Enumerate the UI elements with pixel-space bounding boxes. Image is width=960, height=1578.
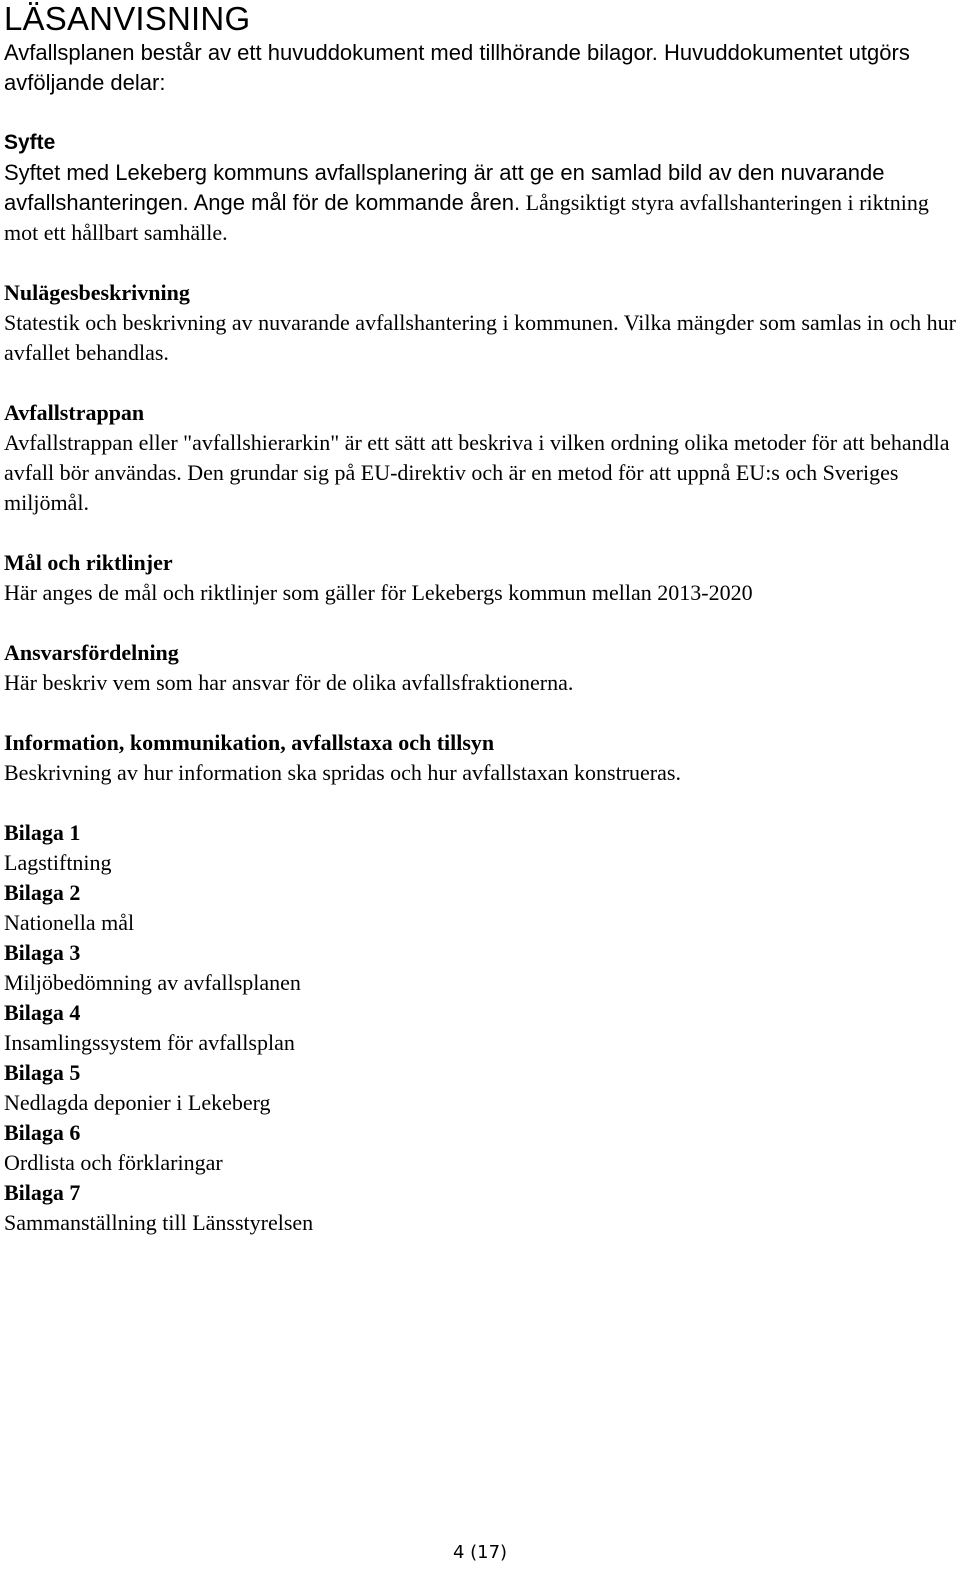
document-page <box>4 0 956 1238</box>
section-mal-och-riktlinjer <box>4 548 956 608</box>
bilaga-label: Bilaga 1 <box>4 820 81 845</box>
bilaga-name: Miljöbedömning av avfallsplanen <box>4 970 301 995</box>
section-heading: Avfallstrappan <box>4 400 145 425</box>
section-text-part: Syftet med Lekeberg kommuns avfallsplanering är att ge en samlad bild av den nuvarande avfallshanteringen. Ange mål för de kommande åren. <box>4 160 885 215</box>
bilaga-label: Bilaga 2 <box>4 880 81 905</box>
section-text: Statestik och beskrivning av nuvarande avfallshantering i kommunen. Vilka mängder som samlas in och hur avfallet behandlas. <box>4 310 957 365</box>
bilaga-name: Lagstiftning <box>4 850 112 875</box>
section-heading: Nulägesbeskrivning <box>4 280 190 305</box>
section-text: Beskrivning av hur information ska spridas och hur avfallstaxan konstrueras. <box>4 760 681 785</box>
section-information <box>4 728 956 788</box>
section-nulagesbeskrivning <box>4 278 956 368</box>
section-heading: Information, kommunikation, avfallstaxa och tillsyn <box>4 730 495 755</box>
section-text: Här anges de mål och riktlinjer som gäller för Lekebergs kommun mellan 2013-2020 <box>4 580 753 605</box>
document-title: LÄSANVISNING <box>4 0 251 37</box>
bilaga-name: Nationella mål <box>4 910 135 935</box>
section-heading: Syfte <box>4 131 56 154</box>
bilaga-label: Bilaga 3 <box>4 940 81 965</box>
bilaga-name: Insamlingssystem för avfallsplan <box>4 1030 295 1055</box>
bilaga-label: Bilaga 6 <box>4 1120 81 1145</box>
bilagor-list <box>4 818 956 1238</box>
section-avfallstrappan <box>4 398 956 518</box>
bilaga-name: Ordlista och förklaringar <box>4 1150 223 1175</box>
section-text-part: Långsiktigt styra avfallshanteringen i riktning mot ett hållbart samhälle. <box>4 190 929 245</box>
bilaga-label: Bilaga 7 <box>4 1180 81 1205</box>
page-number: 4 (17) <box>452 1542 508 1563</box>
section-syfte <box>4 128 956 248</box>
section-text <box>4 158 956 248</box>
section-text: Här beskriv vem som har ansvar för de olika avfallsfraktionerna. <box>4 670 574 695</box>
bilaga-label: Bilaga 4 <box>4 1000 81 1025</box>
section-heading: Mål och riktlinjer <box>4 550 173 575</box>
bilaga-name: Nedlagda deponier i Lekeberg <box>4 1090 271 1115</box>
intro-paragraph: Avfallsplanen består av ett huvuddokument med tillhörande bilagor. Huvuddokumentet utgörs avföljande delar: <box>4 40 910 95</box>
bilaga-name: Sammanställning till Länsstyrelsen <box>4 1210 314 1235</box>
section-ansvarsfordelning <box>4 638 956 698</box>
bilaga-label: Bilaga 5 <box>4 1060 81 1085</box>
section-text: Avfallstrappan eller "avfallshierarkin" är ett sätt att beskriva i vilken ordning olika metoder för att behandla avfall bör användas. Den grundar sig på EU-direktiv och är en metod för att uppnå EU:s och Sveriges miljömål. <box>4 430 950 515</box>
section-heading: Ansvarsfördelning <box>4 640 179 665</box>
